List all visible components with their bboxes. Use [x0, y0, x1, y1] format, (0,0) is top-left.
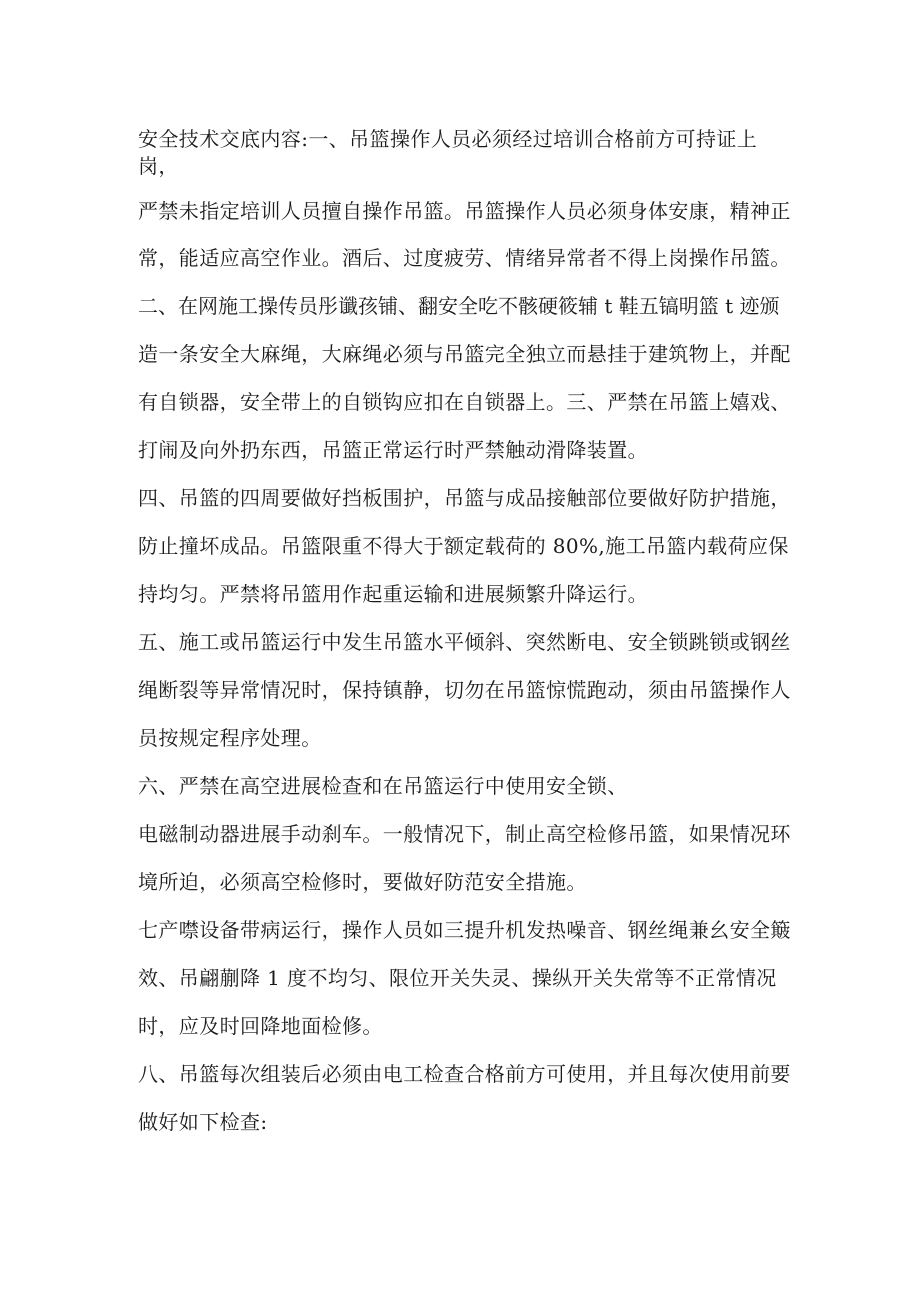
text-line: 效、吊翩蒯降 1 度不均匀、限位开关失灵、操纵开关失常等不正常情况: [138, 966, 777, 990]
text-line: 常，能适应高空作业。酒后、过度疲劳、情绪异常者不得上岗操作吊篮。: [138, 246, 791, 270]
text-line: 打闹及向外扔东西，吊篮正常运行时严禁触动滑降装置。: [138, 438, 648, 462]
text-line: 有自锁器，安全带上的自锁钩应扣在自锁器上。三、严禁在吊篮上嬉戏、: [138, 390, 791, 414]
text-line: 境所迫，必须高空检修时，要做好防范安全措施。: [138, 870, 587, 894]
text-line: 防止撞坏成品。吊篮限重不得大于额定载荷的 80%,施工吊篮内载荷应保: [138, 534, 789, 558]
text-line: 八、吊篮每次组装后必须由电工检查合格前方可使用，并且每次使用前要: [138, 1062, 791, 1086]
text-line: 安全技术交底内容:一、吊篮操作人员必须经过培训合格前方可持证上: [138, 127, 758, 151]
text-line: 七产噤设备带病运行，操作人员如三提升机发热噪音、钢丝绳兼幺安全簸: [138, 918, 791, 942]
text-line: 严禁未指定培训人员擅自操作吊篮。吊篮操作人员必须身体安康，精神正: [138, 199, 791, 223]
text-line: 持均匀。严禁将吊篮用作起重运输和进展频繁升降运行。: [138, 582, 648, 606]
text-line: 造一条安全大麻绳，大麻绳必须与吊篮完全独立而悬挂于建筑物上，并配: [138, 342, 791, 366]
text-line: 六、严禁在高空进展检查和在吊篮运行中使用安全锁、: [138, 774, 628, 798]
text-line: 五、施工或吊篮运行中发生吊篮水平倾斜、突然断电、安全锁跳锁或钢丝: [138, 630, 791, 654]
text-line: 二、在网施工操传员彤谶孩铺、翻安全吃不骸硬筱辅 t 鞋五镐明篮 t 迹颁: [138, 294, 780, 318]
text-line: 做好如下检查:: [138, 1110, 268, 1134]
text-line: 时，应及时回降地面检修。: [138, 1014, 383, 1038]
text-line: 岗，: [138, 154, 179, 178]
text-line: 电磁制动器进展手动刹车。一般情况下，制止高空检修吊篮，如果情况环: [138, 822, 791, 846]
text-line: 员按规定程序处理。: [138, 726, 322, 750]
text-line: 绳断裂等异常情况时，保持镇静，切勿在吊篮惊慌跑动，须由吊篮操作人: [138, 678, 791, 702]
text-line: 四、吊篮的四周要做好挡板围护，吊篮与成品接触部位要做好防护措施，: [138, 486, 791, 510]
